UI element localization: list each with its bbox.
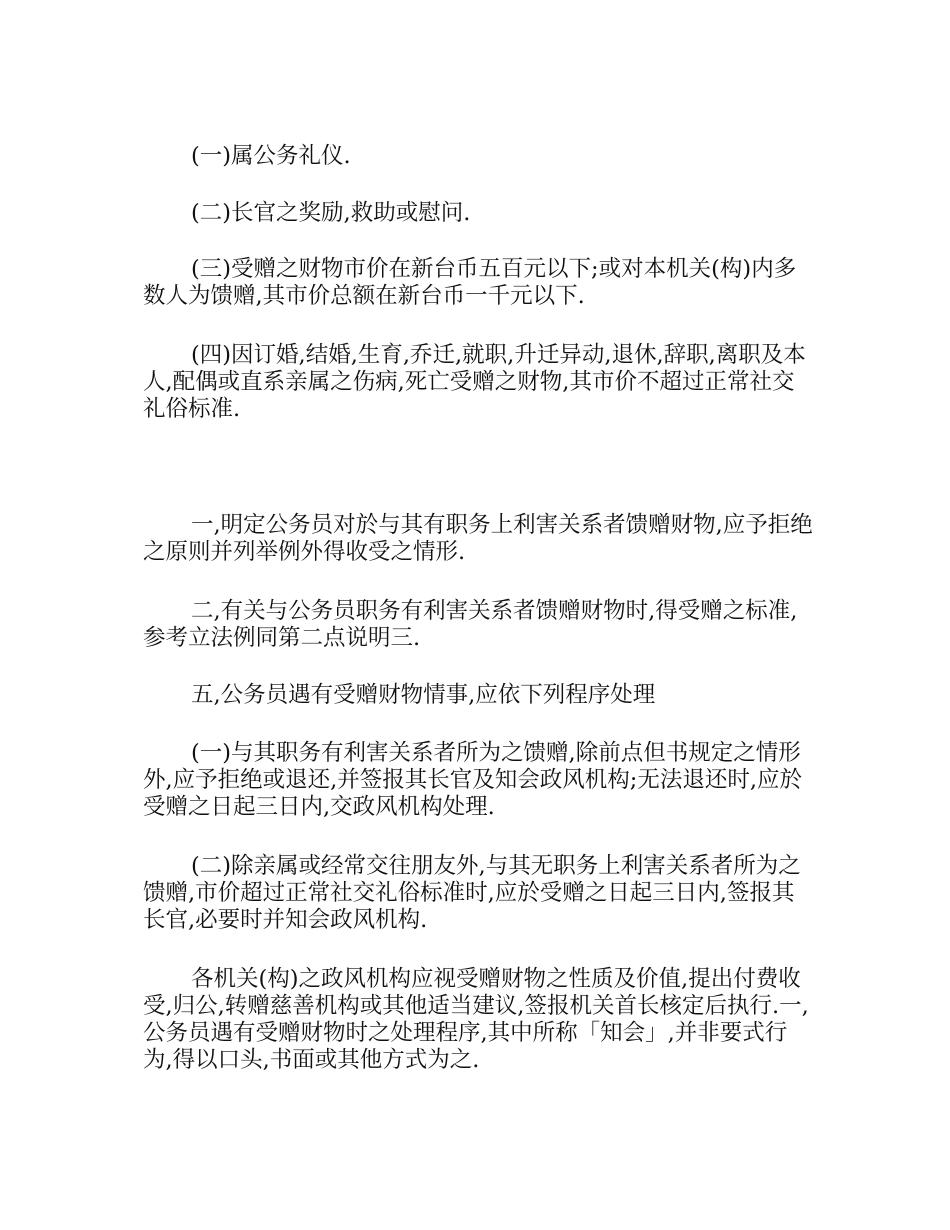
paragraph-8: (一)与其职务有利害关系者所为之馈赠,除前点但书规定之情形外,应予拒绝或退还,并签报其长官及知会政风机构;无法退还时,应於受赠之日起三日内,交政风机构处理. xyxy=(143,740,803,820)
paragraph-2: (二)长官之奖励,救助或慰问. xyxy=(191,200,471,226)
paragraph-10: 各机关(构)之政风机构应视受赠财物之性质及价值,提出付费收受,归公,转赠慈善机构或其他适当建议,签报机关首长核定后执行.一,公务员遇有受赠财物时之处理程序,其中所称「知会」,并非要式行为,得以口头,书面或其他方式为之. xyxy=(143,966,809,1073)
paragraph-9: (二)除亲属或经常交往朋友外,与其无职务上利害关系者所为之馈赠,市价超过正常社交礼俗标准时,应於受赠之日起三日内,签报其长官,必要时并知会政风机构. xyxy=(143,853,801,933)
paragraph-5: 一,明定公务员对於与其有职务上利害关系者馈赠财物,应予拒绝之原则并列举例外得收受之情形. xyxy=(143,512,813,565)
paragraph-6: 二,有关与公务员职务有利害关系者馈赠财物时,得受赠之标准,参考立法例同第二点说明三. xyxy=(143,598,798,651)
paragraph-4: (四)因订婚,结婚,生育,乔迁,就职,升迁异动,退休,辞职,离职及本人,配偶或直系亲属之伤病,死亡受赠之财物,其市价不超过正常社交礼俗标准. xyxy=(143,342,806,422)
paragraph-1: (一)属公务礼仪. xyxy=(191,143,351,169)
paragraph-3: (三)受赠之财物市价在新台币五百元以下;或对本机关(构)内多数人为馈赠,其市价总额在新台币一千元以下. xyxy=(143,256,797,309)
paragraph-7: 五,公务员遇有受赠财物情事,应依下列程序处理 xyxy=(191,682,656,708)
